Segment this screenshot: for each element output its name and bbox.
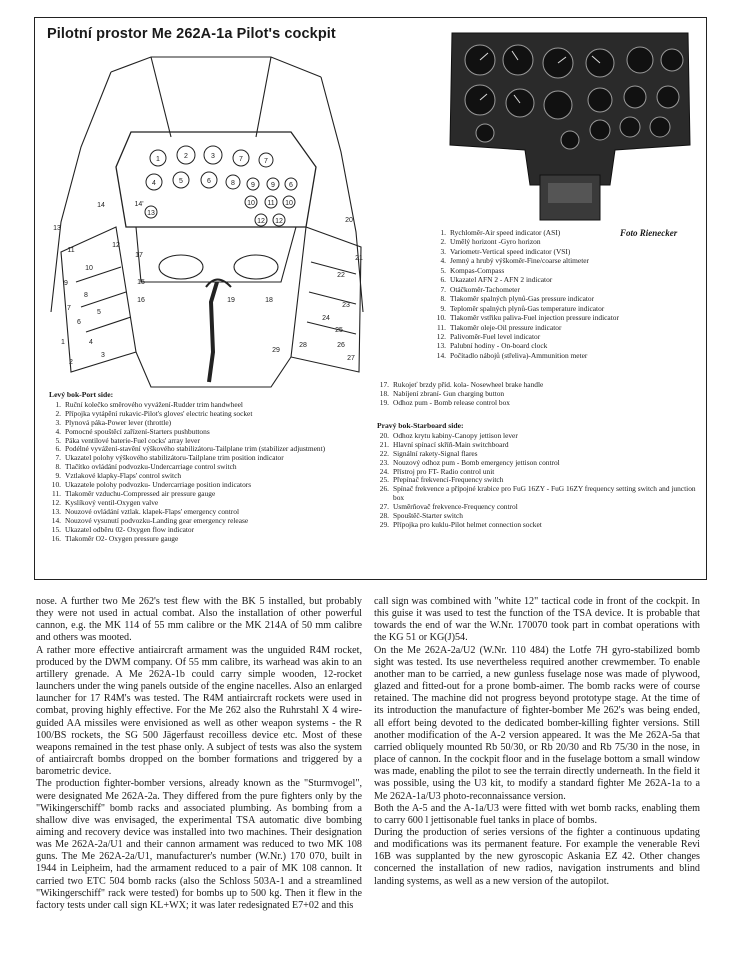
svg-text:5: 5 [179,178,183,185]
starboard-item-number: 22. [379,448,389,458]
instrument-item [431,228,701,237]
svg-text:8: 8 [231,180,235,187]
starboard-item-text: Hlavní spínací skříň-Main switchboard [393,439,509,449]
instrument-item-text: Tlakoměr vstřiku paliva-Fuel injection pressure indicator [450,313,619,323]
cockpit-figure [34,17,707,580]
instrument-item-number: 7. [440,284,446,294]
starboard-item-number: 20. [379,430,389,440]
instrument-item-number: 5. [440,265,446,275]
svg-text:21: 21 [355,255,363,262]
port-item-text: Ukazatele polohy podvozku- Undercarriage position indicators [65,480,252,490]
instrument-item [431,304,701,313]
svg-text:2: 2 [69,359,73,366]
svg-text:23: 23 [342,302,350,309]
starboard-item-text: Nouzový odhoz pum - Bomb emergency jettison control [393,457,560,467]
starboard-item-text: Přepínač frekvencí-Frequency switch [393,475,504,485]
port-item-number: 13. [51,506,61,516]
article-column-left [36,596,362,912]
port-item-text: Vztlakové klapky-Flaps' control switch [65,471,182,481]
instrument-item-text: Variometr-Vertical speed indicator (VSI) [450,246,571,256]
port-item-text: Podélné vyvážení-stavění výškového stabilizátoru-Tailplane trim (stabilizer adjustment) [65,444,326,454]
svg-text:3: 3 [101,352,105,359]
starboard-side-legend [377,422,697,530]
article-paragraph: nose. A further two Me 262's test flew with the BK 5 installed, but probably they were not used in actual combat. Also the installation of other powerful cannon, e.g. the MK 114 of 55 mm calibre or the MK 214A of 50 mm calibre and others was mooted. [36,596,362,644]
svg-text:16: 16 [137,297,145,304]
port-item-number: 7. [55,453,61,463]
instrument-item-number: 6. [440,275,446,285]
svg-text:27: 27 [347,355,355,362]
instrument-legend [431,228,701,360]
instrument-item-text: Počítadlo nábojů (střeliva)-Ammunition meter [450,350,588,360]
instrument-item-number: 12. [436,331,446,341]
instrument-item [431,266,701,275]
port-item-number: 2. [55,408,61,418]
article-paragraph: call sign was combined with "white 12" tactical code in front of the cockpit. In this guise it was used to test the function of the TSA device. It is probable that towards the end of war the W.Nr. 170070 took part in combat operations with the KG 51 or KG(J)54. [374,596,700,644]
instrument-item-number: 3. [440,246,446,256]
port-item-number: 16. [51,533,61,543]
article-paragraph: On the Me 262A-2a/U2 (W.Nr. 110 484) the Lotfe 7H gyro-stabilized bomb sight was tested. Its use nevertheless required another crewmember. To enable another man to be carried, a new gunless fuselage nose was made of plywood, glazed and fitted-out for a prone bomb-aimer. The bomb racks were of course retained. The machine did not progress beyond prototype stage. At the time of its introduction the manufacture of fighter-bomber Me 262's was being ended, all effort being devoted to the dedicated bomber-killing fighter versions. Still another modification of the A-2 version appeared. It was the Me 262A-5a that carried obliquely mounted Rb 50/30, or Rb 20/30 and Rb 75/30 in the nose, in place of cannon. In the cockpit floor and in the fuselage bottom a small window was made, enabling the pilot to see the terrain directly underneath. In the field it was possible, using the U3 kit, to modify a standard fighter Me 262A-1a to a Me 262A-1a/U3 photo-reconnaissance version. [374,644,700,802]
center-item-number: 19. [379,397,389,407]
port-item-number: 12. [51,497,61,507]
starboard-item-text: Odhoz krytu kabiny-Canopy jettison lever [393,430,518,440]
starboard-item-number: 28. [379,511,389,521]
port-item-number: 14. [51,515,61,525]
instrument-item [431,323,701,332]
svg-text:5: 5 [97,309,101,316]
starboard-side-heading: Pravý bok-Starboard side: [377,421,464,430]
port-item [49,535,369,544]
svg-text:4: 4 [152,180,156,187]
center-item-number: 18. [379,388,389,398]
port-item-text: Nouzové ovládání vztlak. klapek-Flaps' emergency control [65,506,239,516]
port-item-text: Tlačítko ovládání podvozku-Undercarriage control switch [65,462,237,472]
port-item-text: Ukazatel odběru 02- Oxygen flow indicator [65,524,195,534]
svg-text:6: 6 [207,178,211,185]
instrument-item-number: 11. [437,322,446,332]
port-item-text: Přípojka vytápění rukavic-Pilot's gloves' electric heating socket [65,408,253,418]
svg-text:6: 6 [77,319,81,326]
port-item-number: 9. [55,471,61,481]
port-item-text: Pomocné spouštěcí zařízení-Starters pushbuttons [65,426,210,436]
starboard-item [377,485,697,503]
svg-text:9: 9 [64,280,68,287]
article-column-right [374,596,700,888]
starboard-item-number: 29. [379,519,389,529]
svg-text:22: 22 [337,272,345,279]
port-item-number: 8. [55,462,61,472]
starboard-item-text: Přístroj pro FT- Radio control unit [393,466,495,476]
svg-text:4: 4 [89,339,93,346]
svg-text:3: 3 [211,153,215,160]
center-item [377,399,697,408]
instrument-item-number: 14. [436,350,446,360]
instrument-item-number: 4. [440,256,446,266]
svg-text:7: 7 [67,305,71,312]
starboard-item-number: 26. [379,484,389,494]
instrument-item [431,313,701,322]
instrument-item-text: Palubní hodiny - On-board clock [450,341,548,351]
photo-credit: Foto Rienecker [620,228,678,238]
instrument-item-text: Otáčkoměr-Tachometer [450,284,520,294]
svg-text:17: 17 [135,252,143,259]
instrument-item [431,237,701,246]
svg-text:19: 19 [227,297,235,304]
svg-text:9: 9 [251,182,255,189]
svg-text:13: 13 [147,210,155,217]
svg-text:25: 25 [335,327,343,334]
svg-text:20: 20 [345,217,353,224]
port-item-number: 1. [55,399,61,409]
instrument-item-text: Umělý horizont -Gyro horizon [450,237,541,247]
svg-text:10: 10 [247,200,255,207]
port-item-number: 11. [52,488,61,498]
starboard-item-number: 25. [379,475,389,485]
svg-text:13: 13 [53,225,61,232]
figure-title: Pilotní prostor Me 262A-1a Pilot's cockpit [47,26,336,42]
svg-text:10: 10 [85,265,93,272]
instrument-item [431,341,701,350]
port-item-number: 4. [55,426,61,436]
svg-text:8: 8 [84,292,88,299]
instrument-item [431,351,701,360]
svg-text:26: 26 [337,342,345,349]
instrument-item-number: 13. [436,341,446,351]
article-paragraph: Both the A-5 and the A-1a/U3 were fitted with wet bomb racks, enabling them to carry 600 l jettisonable fuel tanks in place of bombs. [374,802,700,826]
svg-text:14: 14 [97,202,105,209]
svg-text:18: 18 [265,297,273,304]
port-item-number: 3. [55,417,61,427]
port-side-legend [49,391,369,543]
starboard-item-text: Spouštěč-Starter switch [393,511,463,521]
svg-text:15: 15 [137,279,145,286]
center-item-text: Odhoz pum - Bomb release control box [393,397,510,407]
instrument-item [431,247,701,256]
svg-text:7: 7 [264,158,268,165]
starboard-item-text: Signální rakety-Signal flares [393,448,478,458]
port-item-number: 5. [55,435,61,445]
starboard-item-number: 27. [379,502,389,512]
instrument-item-text: Rychloměr-Air speed indicator (ASI) [450,228,561,237]
article-paragraph: The production fighter-bomber versions, already known as the "Sturmvogel", were designated Me 262A-2a. They differed from the pure fighters only by the "Wikingerschiff" bomb racks and associated plumbing. As bombing from a shallow dive was envisaged, the experimental TSA automatic dive bombing aiming and recovery device was installed into two machines. Their designation was Me 262A-2a/U1 and their cannon armament was reduced to two MK 108 guns. The Me 262A-2a/U1, manufacturer's number (W.Nr.) 170 070, built in 1944 in Leipheim, had the armament reduced to a pair of MK 108 cannon. It carried two ETC 504 bomb racks (also the Schloss 503A-1 and a streamlined "Wikingerschiff" rack were tested) for bombs up to 500 kg. Then it flew in the factory tests under call sign KL+WX; it was later redesignated E7+02 and this [36,778,362,911]
center-item-number: 17. [379,380,389,389]
svg-text:11: 11 [67,247,75,254]
instrument-item [431,294,701,303]
instrument-item-text: Jemný a hrubý výškoměr-Fine/coarse altimeter [450,256,590,266]
instrument-item-text: Ukazatel AFN 2 - AFN 2 indicator [450,275,553,285]
svg-text:29: 29 [272,347,280,354]
svg-text:24: 24 [322,315,330,322]
instrument-item [431,256,701,265]
port-item-number: 6. [55,444,61,454]
svg-text:28: 28 [299,342,307,349]
instrument-item-number: 2. [440,237,446,247]
svg-text:12: 12 [112,242,120,249]
starboard-item-text: Usměrňovač frekvence-Frequency control [393,502,518,512]
center-item-text: Nabíjení zbraní- Gun charging button [393,388,505,398]
instrument-item [431,332,701,341]
port-item-number: 15. [51,524,61,534]
article-paragraph: A rather more effective antiaircraft armament was the unguided R4M rocket, produced by the DWM company. Of 55 mm calibre, its warhead was akin to an artillery grenade. A Me 262A-1b could carry simple wooden, 12-rocket launchers under the wing panels outside of the engine nacelles. Also an enlarged launcher for 17 R4M's was tested. The R4M antiaircraft rockets were used in combat, proving highly effective. For the Me 262 also the Ruhrstahl X 4 wire-guided AA missiles were envisioned as well as other weapon systems - the R 100/BS rockets, the SG 500 Jägerfaust recoilless device etc. Most of these weapons remained in the test phase only. A subject of tests was also the system of antiaircraft bombs dropped on the bomber formations and triggered by a barometric device. [36,644,362,778]
instrument-item-text: Palivoměr-Fuel level indicator [450,331,541,341]
svg-text:1: 1 [156,156,160,163]
port-item-text: Kyslíkový ventil-Oxygen valve [65,497,159,507]
svg-text:12: 12 [257,218,265,225]
port-item-text: Tlakoměr vzduchu-Compressed air pressure gauge [65,488,216,498]
svg-text:2: 2 [184,153,188,160]
starboard-item-number: 21. [379,439,389,449]
instrument-item-number: 10. [436,313,446,323]
port-item-text: Nouzové vysunutí podvozku-Landing gear emergency release [65,515,249,525]
center-item-text: Rukojeť brzdy příd. kola- Nosewheel brake handle [393,380,544,389]
port-item-number: 10. [51,480,61,490]
instrument-item [431,275,701,284]
starboard-item-text: Spínač frekvence a přípojné krabice pro FuG 16ZY - FuG 16ZY frequency setting switch and junction box [393,484,696,503]
instrument-item-text: Tlakoměr spalných plynů-Gas pressure indicator [450,294,595,304]
port-item-text: Páka ventilové baterie-Fuel cocks' array lever [65,435,200,445]
cockpit-drawing [41,52,371,392]
article-paragraph: During the production of series versions of the fighter a continuous updating and modifications was its permanent feature. For example the venerable Revi 16B was supplanted by the new gyroscopic Askania EZ 42. Other changes concerned the installation of new radios, navigation instruments and blind landing systems, as well as a new version of the autopilot. [374,826,700,887]
starboard-item-text: Přípojka pro kuklu-Pilot helmet connection socket [393,519,542,529]
svg-text:1: 1 [61,339,65,346]
center-legend [377,381,697,408]
svg-text:9: 9 [271,182,275,189]
instrument-item-text: Tlakoměr oleje-Oil pressure indicator [450,322,562,332]
port-item-text: Tlakoměr O2- Oxygen pressure gauge [65,533,179,543]
svg-text:7: 7 [239,156,243,163]
svg-text:12: 12 [275,218,283,225]
instrument-item-number: 9. [440,303,446,313]
instrument-panel-photo [440,25,700,225]
starboard-item [377,521,697,530]
port-item-text: Plynová páka-Power lever (throttle) [65,417,172,427]
port-item-text: Ukazatel polohy výškového stabilizátoru-Tailplane trim position indicator [65,453,284,463]
instrument-item [431,285,701,294]
instrument-item-number: 8. [440,294,446,304]
instrument-item-number: 1. [440,228,446,237]
svg-text:6: 6 [289,182,293,189]
svg-text:10: 10 [285,200,293,207]
starboard-item-number: 24. [379,466,389,476]
instrument-item-text: Kompas-Compass [450,265,505,275]
port-side-heading: Levý bok-Port side: [49,390,114,399]
svg-text:14': 14' [134,201,144,208]
instrument-item-text: Teploměr spalných plynů-Gas temperature indicator [450,303,605,313]
starboard-item-number: 23. [379,457,389,467]
svg-text:11: 11 [267,200,275,207]
port-item-text: Ruční kolečko směrového vyvážení-Rudder trim handwheel [65,399,243,409]
